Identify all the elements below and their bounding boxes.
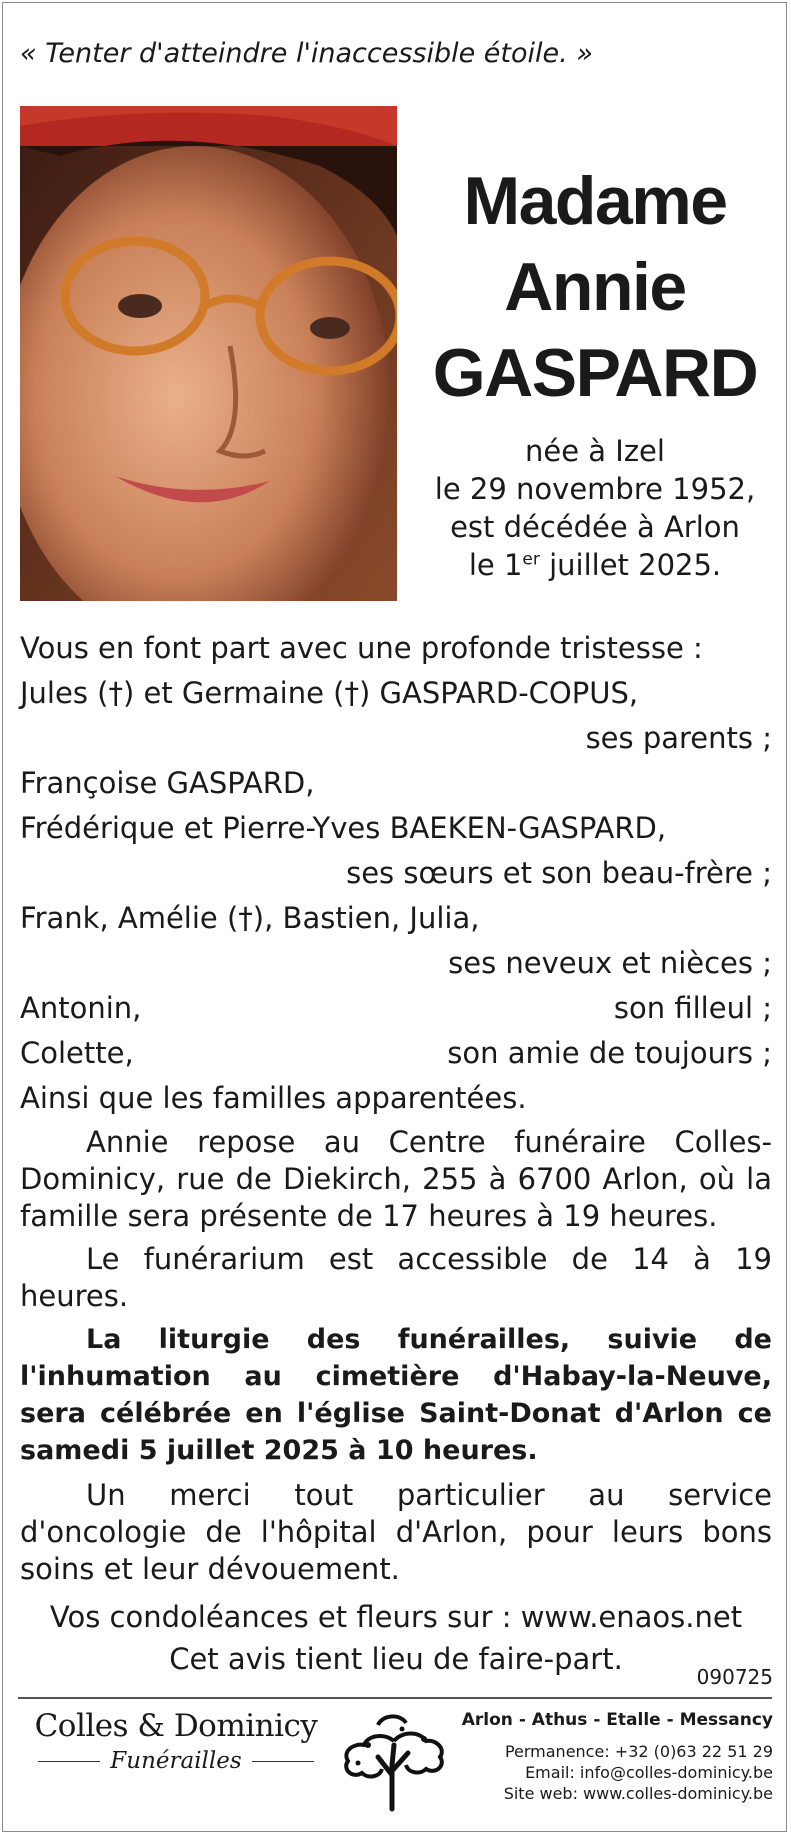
first-name: Annie	[504, 249, 686, 325]
friend-name: Colette,	[20, 1036, 134, 1070]
death-date-pre: le 1	[468, 548, 523, 582]
brand-name: Colles & Dominicy	[34, 1708, 318, 1744]
email-line: Email: info@colles-dominicy.be	[525, 1763, 773, 1782]
funeral-brand	[20, 1708, 332, 1774]
brand-dash-right	[252, 1761, 314, 1762]
paragraph-thanks: Un merci tout particulier au service d'oncologie de l'hôpital d'Arlon, pour leurs bons soins et leur dévouement.	[20, 1478, 772, 1586]
footer-divider	[18, 1697, 772, 1699]
sisters-role: ses sœurs et son beau-frère ;	[346, 856, 772, 890]
portrait-photo	[20, 106, 397, 601]
paragraph-access: Le funérarium est accessible de 14 à 19 heures.	[20, 1242, 772, 1313]
friend-row	[20, 1031, 772, 1076]
epigraph-quote: « Tenter d'atteindre l'inaccessible étoile. »	[20, 38, 593, 69]
brand-sub-row	[20, 1748, 332, 1774]
sister-2: Frédérique et Pierre-Yves BAEKEN-GASPARD,	[20, 811, 667, 845]
birth-place: née à Izel	[525, 434, 665, 468]
phone-line: Permanence: +32 (0)63 22 51 29	[504, 1742, 773, 1761]
website-line: Site web: www.colles-dominicy.be	[503, 1784, 773, 1803]
sister-1: Françoise GASPARD,	[20, 766, 315, 800]
contact-block	[462, 1710, 773, 1804]
godson-role: son filleul ;	[613, 991, 772, 1025]
name-title: Madame	[463, 163, 727, 239]
condolences-line: Vos condoléances et fleurs sur : www.enaos.net	[49, 1600, 743, 1634]
death-date-post: juillet 2025.	[539, 548, 722, 582]
godson-name: Antonin,	[20, 991, 142, 1025]
friend-role: son amie de toujours ;	[447, 1036, 772, 1070]
paragraph-liturgy: La liturgie des funérailles, suivie de l'inhumation au cimetière d'Habay-la-Neuve, sera célébrée en l'église Saint-Donat d'Arlon ce samedi 5 juillet 2025 à 10 heures.	[20, 1324, 772, 1466]
tree-logo-icon	[338, 1705, 450, 1813]
bio-block	[420, 432, 770, 584]
notice-body	[20, 626, 772, 1680]
paragraph-rest: Annie repose au Centre funéraire Colles-Dominicy, rue de Diekirch, 255 à 6700 Arlon, où la famille sera présente de 17 heures à 19 heures.	[20, 1125, 772, 1233]
brand-sub: Funérailles	[110, 1748, 242, 1774]
death-date-sup: er	[522, 549, 540, 570]
death-date	[420, 546, 770, 584]
towns-list: Arlon - Athus - Etalle - Messancy	[461, 1710, 773, 1730]
notice-line: Cet avis tient lieu de faire-part.	[169, 1642, 623, 1676]
parents-role: ses parents ;	[585, 721, 772, 755]
parents-names: Jules (†) et Germaine (†) GASPARD-COPUS,	[20, 676, 639, 710]
nephews-names: Frank, Amélie (†), Bastien, Julia,	[20, 901, 480, 935]
birth-date: le 29 novembre 1952,	[434, 472, 756, 506]
brand-dash-left	[38, 1761, 100, 1762]
death-place: est décédée à Arlon	[450, 510, 740, 544]
deceased-name	[430, 158, 760, 416]
godson-row	[20, 986, 772, 1031]
related-families: Ainsi que les familles apparentées.	[20, 1081, 527, 1115]
last-name: GASPARD	[432, 335, 758, 411]
family-intro: Vous en font part avec une profonde tristesse :	[20, 631, 703, 665]
reference-code: 090725	[696, 1665, 773, 1689]
nephews-role: ses neveux et nièces ;	[448, 946, 772, 980]
